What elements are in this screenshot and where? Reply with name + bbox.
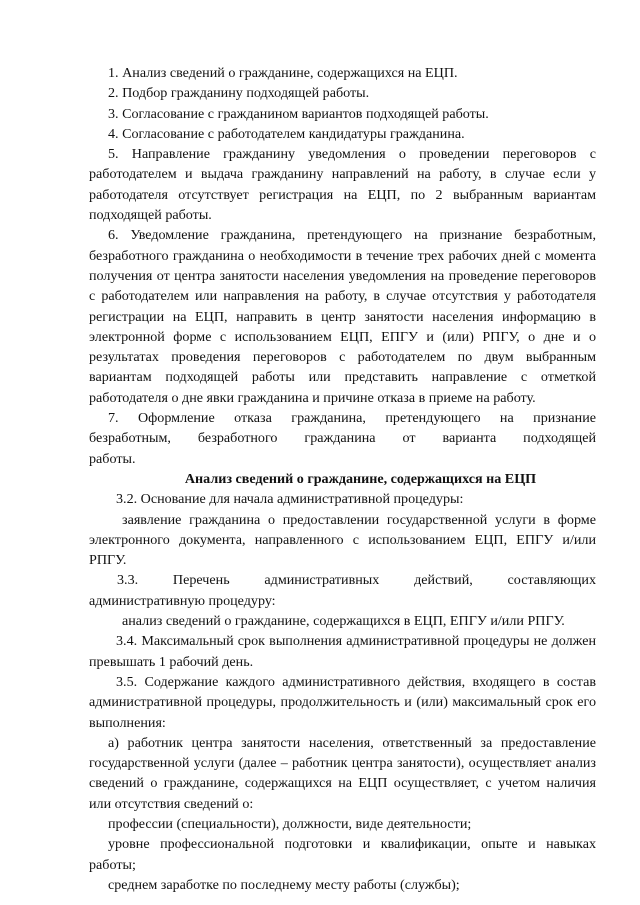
list-item-4: 4. Согласование с работодателем кандидатуры гражданина. (108, 125, 465, 142)
paragraph-3-2-text: заявление гражданина о предоставлении государственной услуги в форме электронного документа, направленного с использованием ЕЦП, ЕПГУ и/или РПГУ. (89, 511, 596, 569)
document-page (89, 63, 596, 895)
paragraph-3-3 (89, 570, 596, 590)
paragraph-3-4: 3.4. Максимальный срок выполнения административной процедуры не должен превышать 1 рабочий день. (89, 633, 596, 670)
list-item-6: 6. Уведомление гражданина, претендующего на признание безработным, безработного гражданина о необходимости в течение трех рабочих дней с момента получения от центра занятости населения уведомления на проведение переговоров с работодателем или направления на работу, в случае отсутствия у работодателя регистрации на ЕЦП, направить в центр занятости населения информацию в электронной форме с использованием ЕЦП, ЕПГУ и (или) РПГУ, о дне и о результатах проведения переговоров с работодателем по двум выбранным вариантам подходящей работы или представить направление с отметкой работодателя о дне явки гражданина и причине отказа в приеме на работу. (89, 227, 596, 406)
paragraph-3-5: 3.5. Содержание каждого административного действия, входящего в состав административной процедуры, продолжительность и (или) максимальный срок его выполнения: (89, 673, 596, 731)
paragraph-3-3-text: анализ сведений о гражданине, содержащихся в ЕЦП, ЕПГУ и/или РПГУ. (122, 613, 565, 630)
paragraph-a: а) работник центра занятости населения, ответственный за предоставление государственной услуги (далее – работник центра занятости), осуществляет анализ сведений о гражданине, содержащихся на ЕЦП осуществляет, с учетом наличия или отсутствия сведений о: (89, 734, 596, 812)
paragraph-3-2: 3.2. Основание для начала административной процедуры: (116, 491, 464, 508)
list-item-salary: среднем заработке по последнему месту работы (службы); (108, 876, 460, 893)
list-item-1: 1. Анализ сведений о гражданине, содержащихся на ЕЦП. (108, 65, 458, 81)
paragraph-3-3-number: 3.3. (117, 572, 139, 589)
paragraph-3-3-word: Перечень (172, 572, 230, 589)
paragraph-3-3-word: административных (264, 572, 380, 589)
list-item-5: 5. Направление гражданину уведомления о проведении переговоров с работодателем и выдача гражданину направлений на работу, в случае если у работодателя отсутствует регистрация на ЕЦП, по 2 выбранным вариантам подходящей работы. (89, 146, 596, 224)
list-item-3: 3. Согласование с гражданином вариантов подходящей работы. (108, 105, 489, 122)
list-item-2: 2. Подбор гражданину подходящей работы. (108, 85, 370, 102)
paragraph-3-3-word: действий, (414, 572, 473, 589)
paragraph-3-3-tail: административную процедуру: (89, 592, 276, 609)
list-item-7: 7. Оформление отказа гражданина, претендующего на признание безработным, безработного гражданина от варианта подходящей работы. (89, 410, 596, 467)
list-item-qualification: уровне профессиональной подготовки и квалификации, опыте и навыках работы; (89, 836, 596, 873)
list-item-profession: профессии (специальности), должности, виде деятельности; (108, 815, 472, 832)
section-heading: Анализ сведений о гражданине, содержащихся на ЕЦП (184, 470, 537, 487)
paragraph-3-3-word: составляющих (507, 572, 596, 589)
